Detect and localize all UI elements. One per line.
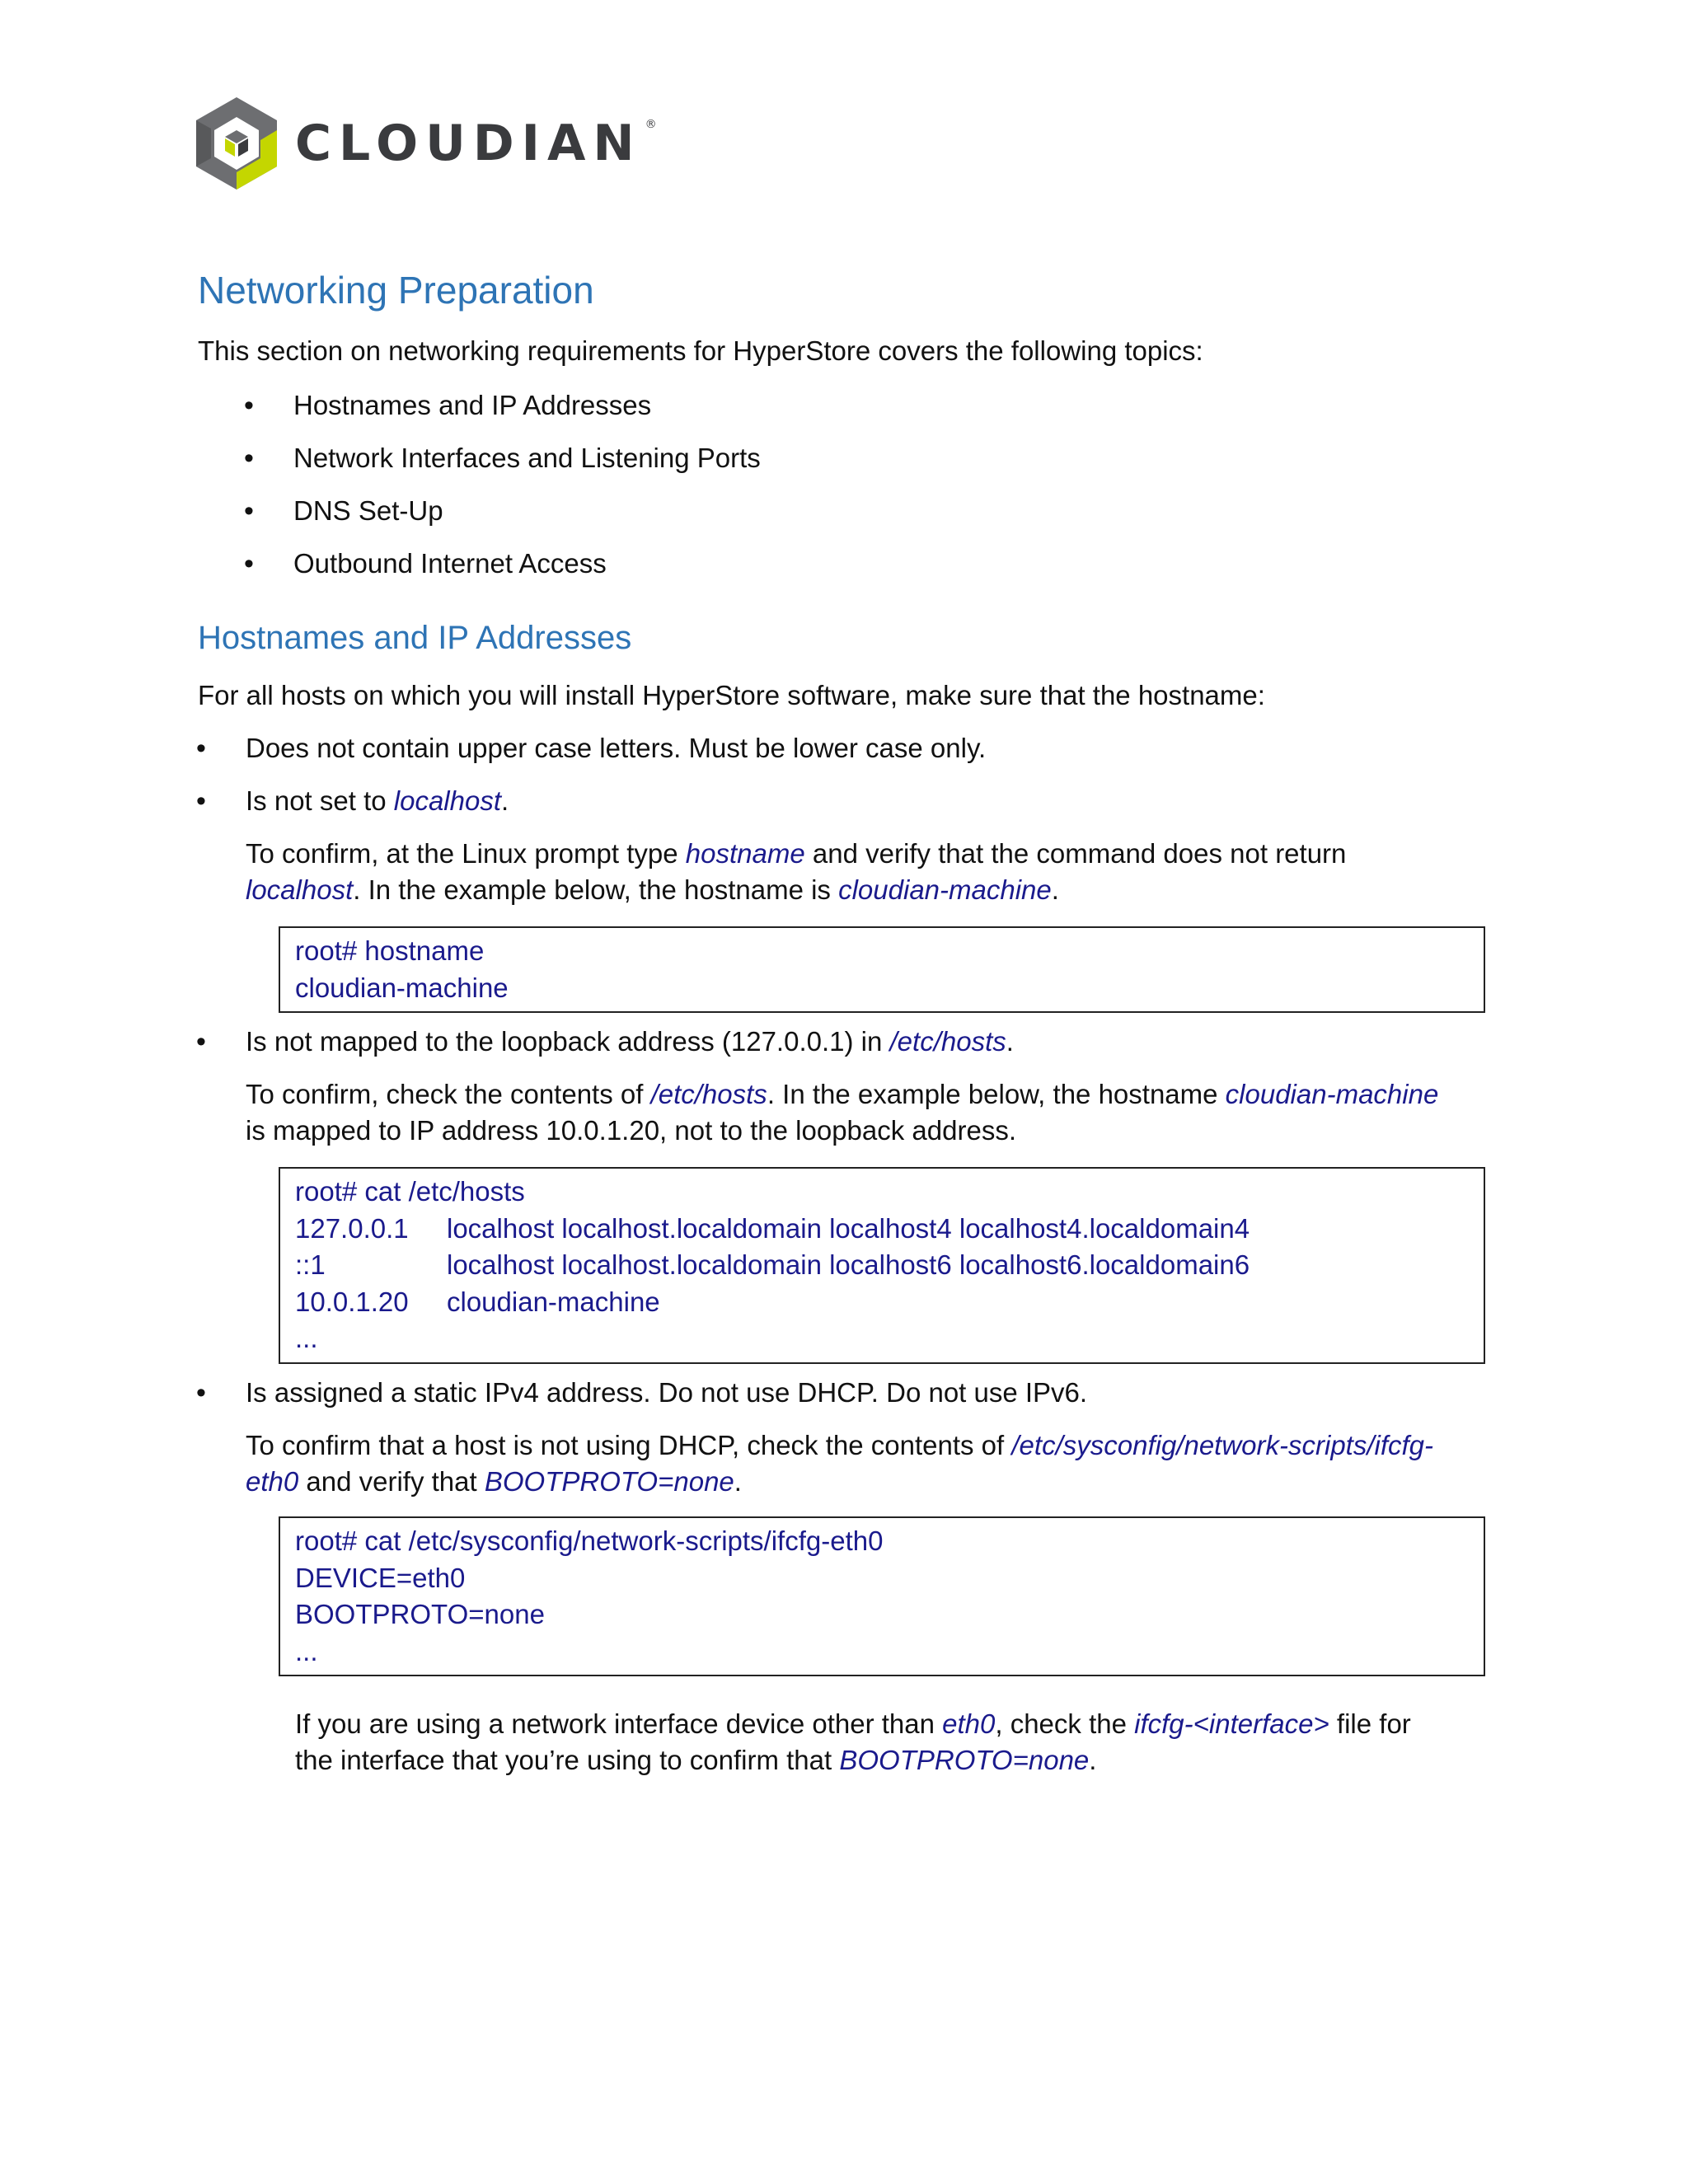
emphasis-term: cloudian-machine	[838, 874, 1052, 905]
bullet-icon: •	[196, 1377, 206, 1408]
code-line: DEVICE=eth0	[295, 1562, 466, 1593]
code-block-hosts	[279, 1167, 1485, 1364]
hosts-ip: ::1	[295, 1249, 326, 1280]
text-run: the interface that you’re using to confirm that	[295, 1745, 840, 1775]
text-run: If you are using a network interface device other than	[295, 1708, 943, 1739]
hosts-confirm-note	[246, 1076, 1438, 1149]
requirement-lowercase: Does not contain upper case letters. Must be lower case only.	[246, 733, 987, 763]
code-line: cloudian-machine	[295, 972, 509, 1003]
bullet-icon: •	[244, 548, 254, 579]
code-line: root# cat /etc/hosts	[295, 1176, 525, 1207]
text-run: To confirm, at the Linux prompt type	[246, 838, 686, 869]
text-run: .	[1051, 874, 1059, 905]
emphasis-term: BOOTPROTO=none	[484, 1466, 734, 1497]
emphasis-term: eth0	[942, 1708, 996, 1739]
code-line: BOOTPROTO=none	[295, 1599, 545, 1629]
hosts-ip: 127.0.0.1	[295, 1212, 409, 1244]
hosts-row	[295, 1211, 1469, 1248]
hosts-names: localhost localhost.localdomain localhost6 localhost6.localdomain6	[447, 1249, 1250, 1280]
text-run: is mapped to IP address 10.0.1.20, not to the loopback address.	[246, 1115, 1017, 1146]
interface-note	[295, 1706, 1411, 1779]
text-run: . In the example below, the hostname is	[353, 874, 839, 905]
text-run: file for	[1329, 1708, 1411, 1739]
hosts-row	[295, 1247, 1469, 1284]
text-run: and verify that	[298, 1466, 485, 1497]
intro-text: This section on networking requirements for HyperStore covers the following topics:	[198, 335, 1203, 366]
section-lead: For all hosts on which you will install HyperStore software, make sure that the hostname:	[198, 680, 1265, 710]
bullet-icon: •	[196, 785, 206, 817]
requirement-not-loopback	[246, 1024, 1014, 1060]
bullet-icon: •	[244, 390, 254, 421]
emphasis-term: localhost	[246, 874, 354, 905]
dhcp-confirm-note	[246, 1427, 1433, 1500]
requirement-static-ipv4: Is assigned a static IPv4 address. Do not use DHCP. Do not use IPv6.	[246, 1377, 1088, 1408]
hosts-names: localhost localhost.localdomain localhost4 localhost4.localdomain4	[447, 1212, 1250, 1244]
registered-mark: ®	[645, 118, 657, 131]
requirement-not-localhost	[246, 783, 509, 819]
text-run: .	[734, 1466, 742, 1497]
emphasis-term: eth0	[246, 1466, 299, 1497]
bullet-icon: •	[244, 443, 254, 474]
logo-wordmark-text: CLOUDIAN	[295, 115, 642, 172]
topic-item: Hostnames and IP Addresses	[293, 390, 652, 420]
topic-item: Outbound Internet Access	[293, 548, 607, 579]
text-run: Is not set to	[246, 785, 394, 816]
topic-item: Network Interfaces and Listening Ports	[293, 443, 761, 473]
hosts-ip: 10.0.1.20	[295, 1286, 409, 1317]
topic-item: DNS Set-Up	[293, 495, 443, 526]
text-run: , check the	[995, 1708, 1135, 1739]
text-run: To confirm, check the contents of	[246, 1079, 651, 1109]
bullet-icon: •	[196, 733, 206, 764]
emphasis-term: /etc/sysconfig/network-scripts/ifcfg-	[1011, 1430, 1434, 1460]
emphasis-term: localhost	[393, 785, 502, 816]
text-run: .	[501, 785, 509, 816]
text-run: To confirm that a host is not using DHCP, check the contents of	[246, 1430, 1012, 1460]
code-line: root# hostname	[295, 935, 485, 966]
text-run: Is not mapped to the loopback address (127.0.0.1) in	[246, 1026, 890, 1057]
code-line: ...	[295, 1635, 318, 1666]
hosts-row	[295, 1284, 1469, 1321]
code-block-ifcfg	[279, 1516, 1485, 1676]
hosts-names: cloudian-machine	[447, 1286, 660, 1317]
emphasis-term: hostname	[685, 838, 805, 869]
cloudian-logo	[196, 97, 657, 190]
page-title: Networking Preparation	[198, 269, 594, 312]
bullet-icon: •	[196, 1026, 206, 1057]
emphasis-term: ifcfg-<interface>	[1134, 1708, 1329, 1739]
hostname-confirm-note	[246, 836, 1346, 908]
logo-wordmark	[295, 115, 657, 172]
code-line: ...	[295, 1323, 318, 1353]
section-heading: Hostnames and IP Addresses	[198, 620, 632, 656]
code-block-hostname	[279, 926, 1485, 1013]
bullet-icon: •	[244, 495, 254, 527]
text-run: . In the example below, the hostname	[767, 1079, 1226, 1109]
text-run: .	[1089, 1745, 1097, 1775]
emphasis-term: BOOTPROTO=none	[839, 1745, 1090, 1775]
text-run: and verify that the command does not return	[804, 838, 1347, 869]
emphasis-term: /etc/hosts	[650, 1079, 767, 1109]
emphasis-term: cloudian-machine	[1225, 1079, 1439, 1109]
cloudian-cube-logo-icon	[196, 97, 277, 190]
code-line: root# cat /etc/sysconfig/network-scripts/ifcfg-eth0	[295, 1526, 884, 1556]
emphasis-term: /etc/hosts	[889, 1026, 1006, 1057]
text-run: .	[1006, 1026, 1014, 1057]
